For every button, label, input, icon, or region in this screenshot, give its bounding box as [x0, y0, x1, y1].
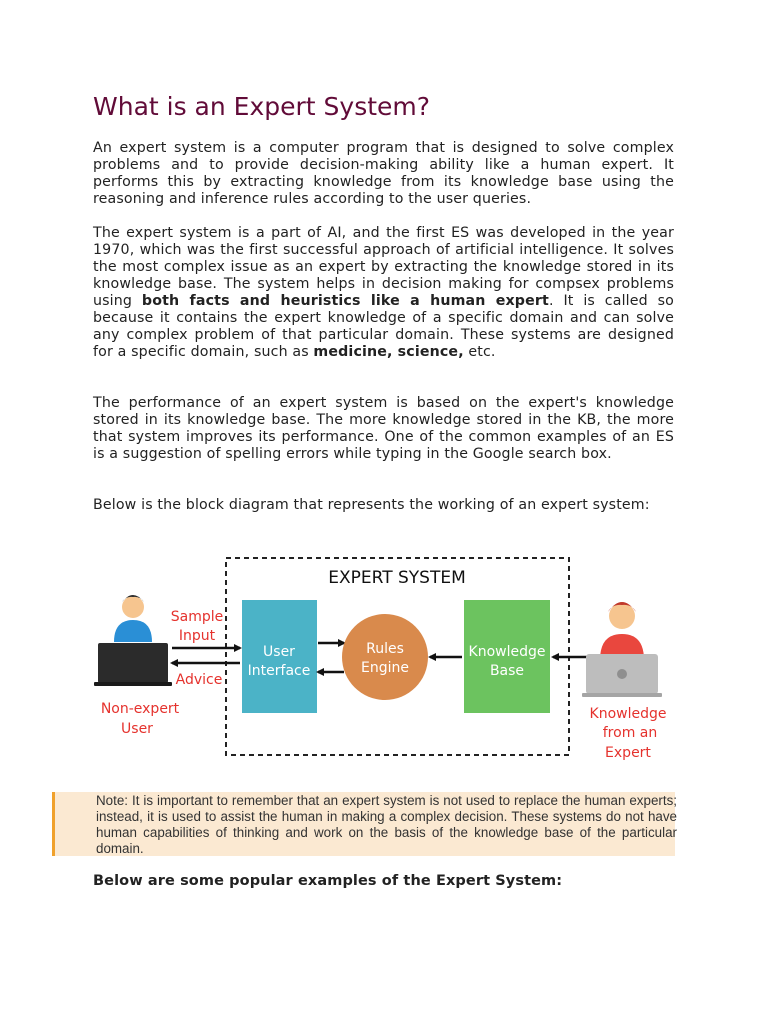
note-text: Note: It is important to remember that an expert system is not used to replace the human experts; instead, it is used to assist the human in making a complex decision. These systems do not have human capabilities of thinking and work on the basis of the knowledge base of the particular domain.: [96, 793, 677, 856]
history-text-3: etc.: [463, 344, 496, 360]
user-interface-label-1: User: [263, 644, 295, 660]
sample-input-label-1: Sample: [170, 609, 224, 625]
history-text-2: . It is called so because it contains the expert knowledge of a specific domain and can solve any complex problem of that particular domain. These systems are designed for a specific domain, such as: [93, 293, 674, 360]
knowledge-from-expert-label-3: Expert: [605, 745, 651, 761]
non-expert-label-2: User: [121, 721, 153, 737]
intro-paragraph: An expert system is a computer program that is designed to solve complex problems and to provide decision-making ability like a human expert. It performs this by extracting knowledge from its knowledge base using the reasoning and inference rules according to the user queries.: [93, 140, 674, 207]
diagram-intro-paragraph: Below is the block diagram that represents the working of an expert system:: [93, 497, 650, 513]
expert-user-icon: [582, 602, 662, 697]
knowledge-from-expert-label-2: from an: [602, 725, 658, 741]
expert-system-diagram: [90, 550, 690, 770]
advice-label: Advice: [175, 672, 223, 688]
sample-input-label-2: Input: [178, 628, 216, 644]
knowledge-from-expert-label-1: Knowledge: [589, 706, 667, 722]
examples-subheading: Below are some popular examples of the Expert System:: [93, 873, 563, 889]
non-expert-user-icon: [94, 595, 172, 686]
history-text-1: The expert system is a part of AI, and the first ES was developed in the year 1970, which was the first successful approach of artificial intelligence. It solves the most complex issue as an expert by extracting the knowledge stored in its knowledge base. The system helps in decision making for compsex problems using: [93, 225, 674, 309]
history-bold-2: medicine, science,: [313, 344, 464, 360]
page-title: What is an Expert System?: [93, 92, 431, 121]
expert-system-title: EXPERT SYSTEM: [328, 568, 466, 588]
user-interface-label-2: Interface: [247, 663, 311, 679]
note-box: [52, 792, 675, 856]
history-paragraph: [93, 225, 674, 361]
rules-engine-label-2: Engine: [361, 660, 409, 676]
rules-engine-label-1: Rules: [366, 641, 404, 657]
history-bold-1: both facts and heuristics like a human expert: [141, 293, 549, 309]
performance-paragraph: The performance of an expert system is based on the expert's knowledge stored in its knowledge base. The more knowledge stored in the KB, the more that system improves its performance. One of the common examples of an ES is a suggestion of spelling errors while typing in the Google search box.: [93, 395, 674, 462]
knowledge-base-label-2: Base: [489, 663, 525, 679]
rules-engine-circle: [342, 614, 428, 700]
knowledge-base-label-1: Knowledge: [468, 644, 546, 660]
non-expert-label-1: Non-expert: [100, 701, 180, 717]
